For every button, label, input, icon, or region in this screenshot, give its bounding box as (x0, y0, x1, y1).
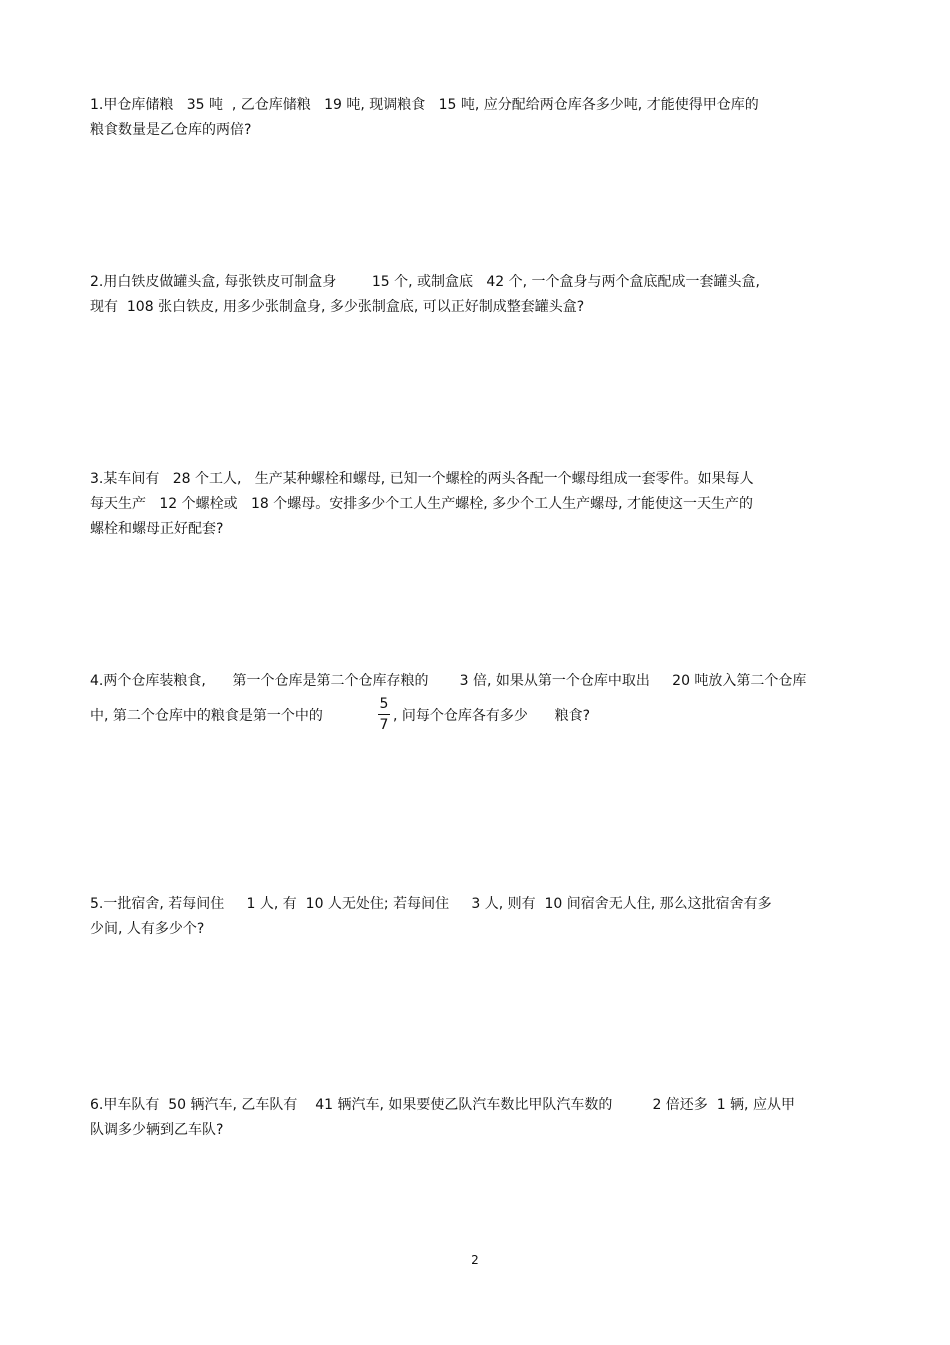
problem-1-line-2: 粮食数量是乙仓库的两倍? (90, 122, 252, 138)
problem-2-line-1: 2.用白铁皮做罐头盒, 每张铁皮可制盒身 15 个, 或制盒底 42 个, 一个盒身与两个盒底配成一套罐头盒, (90, 274, 760, 290)
problem-3-line-1: 3.某车间有 28 个工人, 生产某种螺栓和螺母, 已知一个螺栓的两头各配一个螺母组成一套零件。如果每人 (90, 471, 754, 487)
problem-4-line-2-tail: , 问每个仓库各有多少 粮食? (393, 708, 591, 724)
fraction-five-sevenths (377, 696, 391, 734)
fraction-bar (378, 714, 390, 715)
problem-5-line-2: 少间, 人有多少个? (90, 921, 205, 937)
problem-3-line-2: 每天生产 12 个螺栓或 18 个螺母。安排多少个工人生产螺栓, 多少个工人生产螺母, 才能使这一天生产的 (90, 496, 754, 512)
problem-1-line-1: 1.甲仓库储粮 35 吨 , 乙仓库储粮 19 吨, 现调粮食 15 吨, 应分配给两仓库各多少吨, 才能使得甲仓库的 (90, 97, 759, 113)
problem-3-line-3: 螺栓和螺母正好配套? (90, 521, 224, 537)
problem-6-line-1: 6.甲车队有 50 辆汽车, 乙车队有 41 辆汽车, 如果要使乙队汽车数比甲队汽车数的 2 倍还多 1 辆, 应从甲 (90, 1097, 795, 1113)
problem-2-line-2: 现有 108 张白铁皮, 用多少张制盒身, 多少张制盒底, 可以正好制成整套罐头盒? (90, 299, 585, 315)
problem-4-line-2: 中, 第二个仓库中的粮食是第一个中的 (90, 708, 323, 724)
problem-6-line-2: 队调多少辆到乙车队? (90, 1122, 224, 1138)
fraction-numerator: 5 (379, 696, 389, 712)
problem-4-line-1: 4.两个仓库装粮食, 第一个仓库是第二个仓库存粮的 3 倍, 如果从第一个仓库中取出 20 吨放入第二个仓库 (90, 673, 807, 689)
problem-5-line-1: 5.一批宿舍, 若每间住 1 人, 有 10 人无处住; 若每间住 3 人, 则有 10 间宿舍无人住, 那么这批宿舍有多 (90, 896, 772, 912)
fraction-denominator: 7 (379, 717, 389, 733)
page-number: 2 (471, 1253, 479, 1267)
